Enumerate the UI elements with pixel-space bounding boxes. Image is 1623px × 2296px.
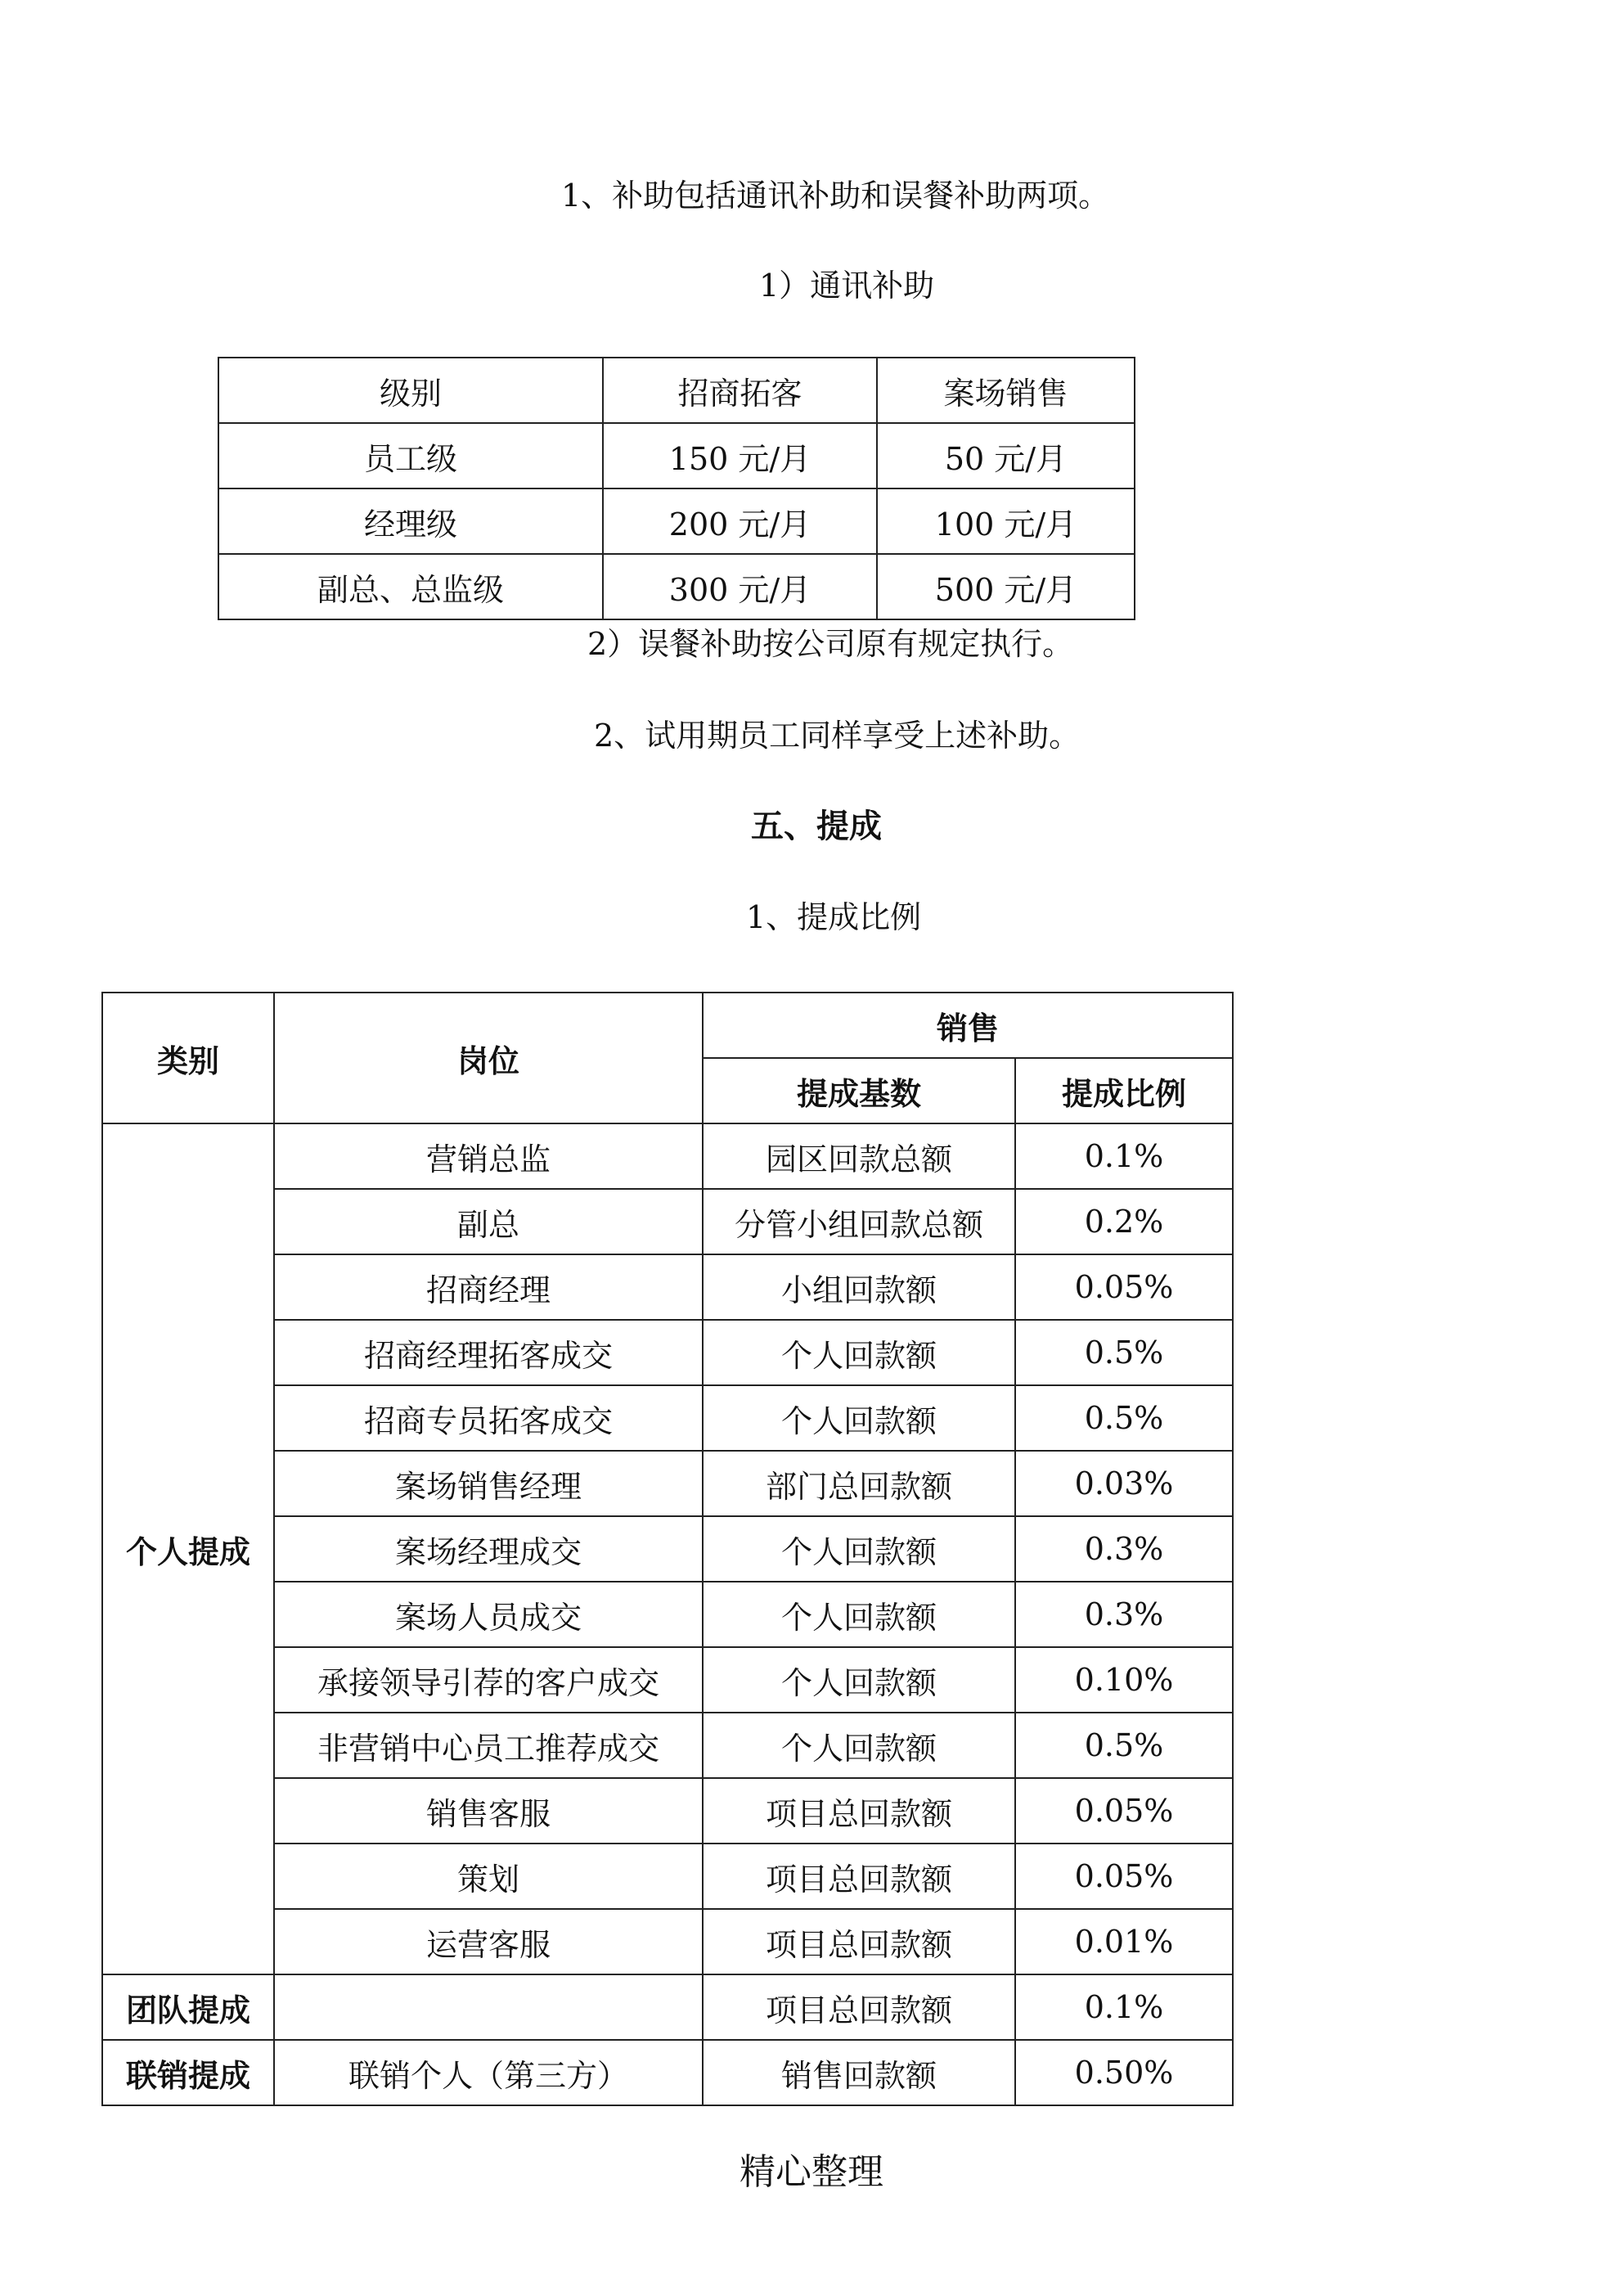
position-cell: 联销个人（第三方） — [274, 2040, 703, 2105]
table-row — [102, 1123, 1233, 1189]
ratio-cell: 0.01% — [1015, 1909, 1233, 1974]
commission-table — [101, 992, 1234, 2106]
base-cell: 分管小组回款总额 — [703, 1189, 1015, 1254]
header-cell: 级别 — [218, 358, 603, 423]
category-team: 团队提成 — [102, 1974, 274, 2040]
position-cell: 副总 — [274, 1189, 703, 1254]
position-cell: 运营客服 — [274, 1909, 703, 1974]
header-sales: 销售 — [703, 993, 1233, 1058]
base-cell: 个人回款额 — [703, 1582, 1015, 1647]
base-cell: 小组回款额 — [703, 1254, 1015, 1320]
subheading-commission-ratio: 1、提成比例 — [746, 899, 922, 935]
header-ratio: 提成比例 — [1015, 1058, 1233, 1123]
table-cell: 150 元/月 — [603, 423, 877, 488]
table-cell: 副总、总监级 — [218, 554, 603, 619]
ratio-cell: 0.50% — [1015, 2040, 1233, 2105]
table-cell: 50 元/月 — [877, 423, 1135, 488]
position-cell: 销售客服 — [274, 1778, 703, 1844]
position-cell: 招商经理拓客成交 — [274, 1320, 703, 1385]
table-row-team — [102, 1974, 1233, 2040]
ratio-cell: 0.10% — [1015, 1647, 1233, 1713]
position-cell: 招商专员拓客成交 — [274, 1385, 703, 1451]
footer-text: 精心整理 — [740, 2151, 883, 2193]
paragraph-meal-allowance: 2）误餐补助按公司原有规定执行。 — [587, 626, 1074, 662]
ratio-cell: 0.05% — [1015, 1778, 1233, 1844]
base-cell: 项目总回款额 — [703, 1778, 1015, 1844]
ratio-cell: 0.5% — [1015, 1713, 1233, 1778]
base-cell: 销售回款额 — [703, 2040, 1015, 2105]
ratio-cell: 0.05% — [1015, 1844, 1233, 1909]
subheading-communication: 1）通讯补助 — [759, 268, 935, 304]
allowance-table — [218, 357, 1135, 620]
base-cell: 个人回款额 — [703, 1516, 1015, 1582]
header-cell: 招商拓客 — [603, 358, 877, 423]
position-cell: 案场销售经理 — [274, 1451, 703, 1516]
table-cell: 员工级 — [218, 423, 603, 488]
table-cell: 500 元/月 — [877, 554, 1135, 619]
ratio-cell: 0.3% — [1015, 1582, 1233, 1647]
base-cell: 个人回款额 — [703, 1385, 1015, 1451]
table-row — [218, 423, 1135, 488]
header-position: 岗位 — [274, 993, 703, 1123]
table-row — [218, 554, 1135, 619]
position-cell — [274, 1974, 703, 2040]
ratio-cell: 0.03% — [1015, 1451, 1233, 1516]
table-cell: 200 元/月 — [603, 488, 877, 554]
base-cell: 个人回款额 — [703, 1320, 1015, 1385]
position-cell: 案场人员成交 — [274, 1582, 703, 1647]
ratio-cell: 0.05% — [1015, 1254, 1233, 1320]
base-cell: 项目总回款额 — [703, 1909, 1015, 1974]
table-cell: 300 元/月 — [603, 554, 877, 619]
header-base: 提成基数 — [703, 1058, 1015, 1123]
base-cell: 项目总回款额 — [703, 1974, 1015, 2040]
table-header-row — [102, 993, 1233, 1058]
base-cell: 园区回款总额 — [703, 1123, 1015, 1189]
base-cell: 部门总回款额 — [703, 1451, 1015, 1516]
base-cell: 项目总回款额 — [703, 1844, 1015, 1909]
base-cell: 个人回款额 — [703, 1647, 1015, 1713]
position-cell: 策划 — [274, 1844, 703, 1909]
position-cell: 招商经理 — [274, 1254, 703, 1320]
ratio-cell: 0.1% — [1015, 1974, 1233, 2040]
position-cell: 非营销中心员工推荐成交 — [274, 1713, 703, 1778]
category-personal: 个人提成 — [102, 1123, 274, 1974]
table-row — [218, 488, 1135, 554]
paragraph-2: 2、试用期员工同样享受上述补助。 — [594, 718, 1081, 754]
table-cell: 经理级 — [218, 488, 603, 554]
ratio-cell: 0.5% — [1015, 1385, 1233, 1451]
base-cell: 个人回款额 — [703, 1713, 1015, 1778]
section-title: 五、提成 — [751, 808, 882, 845]
position-cell: 案场经理成交 — [274, 1516, 703, 1582]
ratio-cell: 0.1% — [1015, 1123, 1233, 1189]
table-cell: 100 元/月 — [877, 488, 1135, 554]
paragraph-1: 1、补助包括通讯补助和误餐补助两项。 — [561, 178, 1110, 214]
table-header-row — [218, 358, 1135, 423]
ratio-cell: 0.5% — [1015, 1320, 1233, 1385]
ratio-cell: 0.2% — [1015, 1189, 1233, 1254]
category-joint: 联销提成 — [102, 2040, 274, 2105]
position-cell: 营销总监 — [274, 1123, 703, 1189]
ratio-cell: 0.3% — [1015, 1516, 1233, 1582]
position-cell: 承接领导引荐的客户成交 — [274, 1647, 703, 1713]
header-cell: 案场销售 — [877, 358, 1135, 423]
header-category: 类别 — [102, 993, 274, 1123]
table-row-joint — [102, 2040, 1233, 2105]
